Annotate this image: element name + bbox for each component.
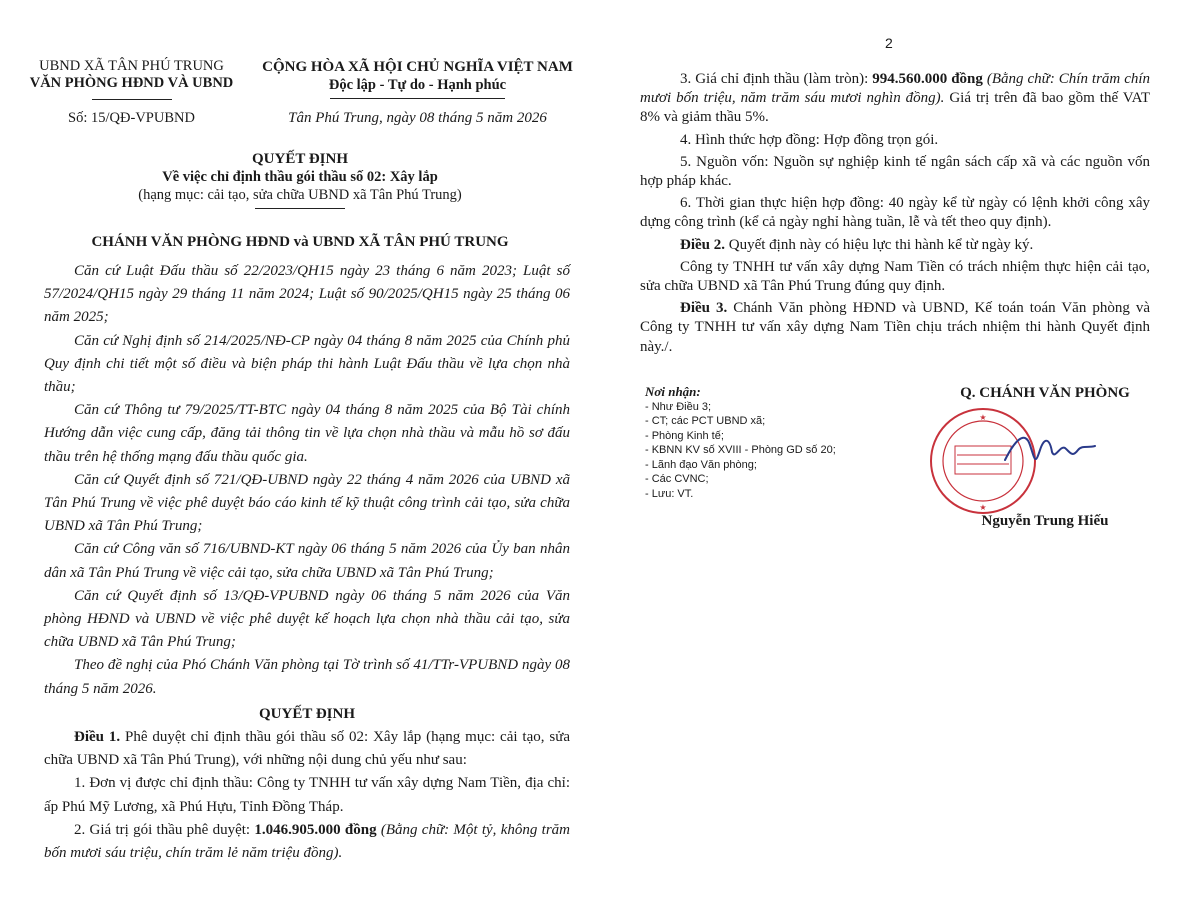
motto: Độc lập - Tự do - Hạnh phúc <box>328 77 507 93</box>
decide-heading: QUYẾT ĐỊNH <box>259 705 355 722</box>
seal-star-top: ★ <box>979 413 987 422</box>
signer-title: Q. CHÁNH VĂN PHÒNG <box>960 385 1130 401</box>
basis-item: Căn cứ Công văn số 716/UBND-KT ngày 06 tháng 5 năm 2026 của Ủy ban nhân dân xã Tân Phú Trung về việc cải tạo, sửa chữa UBND xã Tân Phú Trung; <box>44 541 570 581</box>
issuer-block <box>14 58 249 92</box>
doc-subject: Về việc chỉ định thầu gói thầu số 02: Xây lắp <box>162 169 438 185</box>
document-number: Số: 15/QĐ-VPUBND <box>68 110 195 126</box>
seal-stars <box>979 413 986 512</box>
basis-item: Căn cứ Quyết định số 721/QĐ-UBND ngày 22 tháng 4 năm 2026 của UBND xã Tân Phú Trung về việc phê duyệt báo cáo kinh tế kỹ thuật công trình cải tạo, sửa chữa UBND xã Tân Phú Trung; <box>44 471 570 535</box>
doc-subject-detail: (hạng mục: cải tạo, sửa chữa UBND xã Tân Phú Trung) <box>138 187 462 203</box>
item-3-amount: 994.560.000 đồng <box>872 71 983 87</box>
article-1-label: Điều 1. <box>74 729 121 746</box>
article-3-text: Chánh Văn phòng HĐND và UBND, Kế toán toán Văn phòng và Công ty TNHH tư vấn xây dựng Nam Tiền chịu trách nhiệm thi hành Quyết định này./. <box>640 300 1151 355</box>
basis-item: Căn cứ Nghị định số 214/2025/NĐ-CP ngày 04 tháng 8 năm 2025 của Chính phủ Quy định chi tiết một số điều và biện pháp thi hành Luật Đấu thầu về lựa chọn nhà thầu; <box>44 332 570 396</box>
item-1: 1. Đơn vị được chỉ định thầu: Công ty TNHH tư vấn xây dựng Nam Tiền, địa chỉ: ấp Phú Mỹ Lương, xã Phú Hựu, Tỉnh Đồng Tháp. <box>44 775 570 815</box>
basis-item: Theo đề nghị của Phó Chánh Văn phòng tại Tờ trình số 41/TTr-VPUBND ngày 08 tháng 5 năm 2026. <box>44 657 570 697</box>
recipient-item: - KBNN KV số XVIII - Phòng GD số 20; <box>645 444 836 456</box>
item-4: 4. Hình thức hợp đồng: Hợp đồng trọn gói. <box>680 131 939 148</box>
article-1-text: Phê duyệt chỉ định thầu gói thầu số 02: Xây lắp (hạng mục: cải tạo, sửa chữa UBND xã Tân Phú Trung), với những nội dung chủ yếu như sau: <box>44 729 570 769</box>
recipients-block <box>645 385 925 501</box>
basis-item: Căn cứ Luật Đấu thầu số 22/2023/QH15 ngày 23 tháng 6 năm 2023; Luật số 57/2024/QH15 ngày 29 tháng 11 năm 2024; Luật số 90/2025/QH15 ngày 25 tháng 06 năm 2025; <box>44 263 570 326</box>
article-2-text: Quyết định này có hiệu lực thi hành kể từ ngày ký. <box>725 236 1034 253</box>
item-2-words: (Bằng chữ: Một tỷ, không trăm bốn mươi sáu triệu, chín trăm lẻ năm triệu đồng). <box>44 821 570 862</box>
recipient-item: - Lưu: VT. <box>645 487 694 500</box>
signer-name: Nguyễn Trung Hiếu <box>981 513 1109 529</box>
recipient-item: - Như Điều 3; <box>645 400 712 413</box>
document-title <box>20 150 580 204</box>
nation-name: CỘNG HÒA XÃ HỘI CHỦ NGHĨA VIỆT NAM <box>262 59 573 75</box>
doc-type: QUYẾT ĐỊNH <box>252 151 348 167</box>
recipient-item: - Các CVNC; <box>645 473 709 485</box>
basis-item: Căn cứ Quyết định số 13/QĐ-VPUBND ngày 06 tháng 5 năm 2026 của Văn phòng HĐND và UBND về việc phê duyệt kế hoạch lựa chọn nhà thầu cải tạo, sửa chữa UBND xã Tân Phú Trung; <box>44 587 570 651</box>
recipient-item: - Lãnh đạo Văn phòng; <box>645 458 757 471</box>
article-2 <box>640 236 1150 255</box>
article-3-label: Điều 3. <box>680 300 728 317</box>
item-2-prefix: 2. Giá trị gói thầu phê duyệt: <box>74 821 255 838</box>
article-3 <box>640 299 1150 357</box>
motto-underline <box>330 98 505 99</box>
item-2-amount: 1.046.905.000 đồng <box>254 821 377 838</box>
recipient-item: - Phòng Kinh tế; <box>645 429 724 442</box>
item-5: 5. Nguồn vốn: Nguồn sự nghiệp kinh tế ngân sách cấp xã và các nguồn vốn hợp pháp khác. <box>640 153 1150 190</box>
item-3 <box>640 70 1150 128</box>
recipients-title: Nơi nhận: <box>645 384 701 399</box>
issuer-line1: UBND XÃ TÂN PHÚ TRUNG <box>39 58 224 74</box>
item-3-words: (Bằng chữ: Chín trăm chín mươi bốn triệu, năm trăm sáu mươi nghìn đồng). <box>640 71 1151 107</box>
handwritten-signature <box>1000 420 1100 480</box>
issuer-underline <box>92 99 172 100</box>
item-2 <box>44 819 570 865</box>
item-6: 6. Thời gian thực hiện hợp đồng: 40 ngày kể từ ngày có lệnh khởi công xây dựng công trình (kể cả ngày nghỉ hàng tuần, lễ và tết theo quy định). <box>640 195 1150 231</box>
article-2-label: Điều 2. <box>680 236 725 253</box>
issuing-authority: CHÁNH VĂN PHÒNG HĐND và UBND XÃ TÂN PHÚ TRUNG <box>91 234 509 250</box>
recipient-item: - CT; các PCT UBND xã; <box>645 415 766 427</box>
basis-item: Căn cứ Thông tư 79/2025/TT-BTC ngày 04 tháng 8 năm 2025 của Bộ Tài chính Hướng dẫn việc cung cấp, đăng tải thông tin về lựa chọn nhà thầu và mẫu hồ sơ đấu thầu trên hệ thống mạng đấu thầu quốc gia. <box>44 402 570 465</box>
page-number: 2 <box>885 35 893 51</box>
article-2-paragraph: Công ty TNHH tư vấn xây dựng Nam Tiền có trách nhiệm thực hiện cải tạo, sửa chữa UBND xã Tân Phú Trung đúng quy định. <box>640 258 1150 295</box>
legal-bases <box>44 260 570 865</box>
issuer-line2: VĂN PHÒNG HĐND VÀ UBND <box>29 75 234 91</box>
item-3-prefix: 3. Giá chỉ định thầu (làm tròn): <box>680 71 873 87</box>
seal-star-bottom: ★ <box>979 503 987 512</box>
decision-continued <box>640 70 1150 360</box>
title-underline <box>255 208 345 209</box>
article-1 <box>44 726 570 772</box>
national-header <box>250 58 585 94</box>
signature-stroke <box>1005 438 1095 460</box>
place-date: Tân Phú Trung, ngày 08 tháng 5 năm 2026 <box>288 110 547 126</box>
item-3-tail: Giá trị trên đã bao gồm thế VAT 8% và giảm thầu 5%. <box>640 90 1151 126</box>
